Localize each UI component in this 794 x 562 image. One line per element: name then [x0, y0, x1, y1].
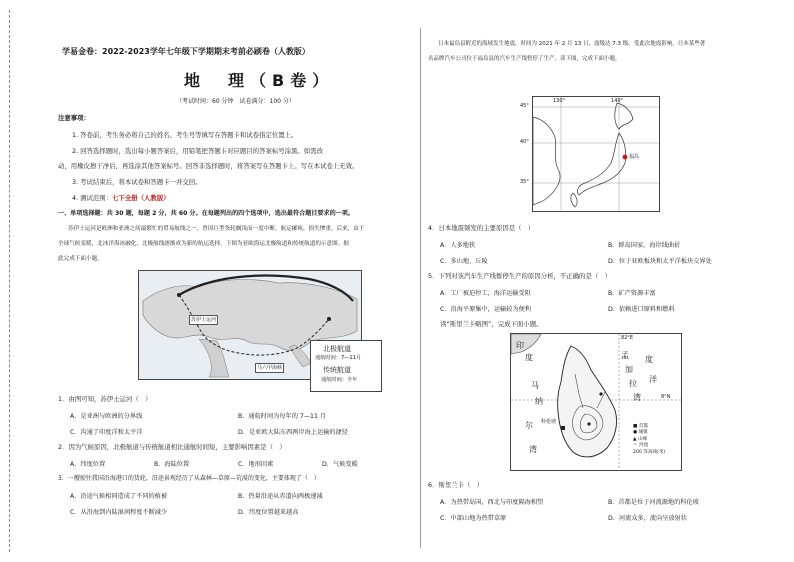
q5-option-c[interactable]: C．沿海平原集中，运输较为便利 [440, 306, 531, 313]
lat-label-40: 40° [520, 139, 529, 145]
intro-line-2: 全球气候变暖，北冰洋海冰融化，北极航线逐渐成为新的航运选择。下图为亚欧海运北极航道和传统航道的示意图。据 [58, 241, 349, 247]
sea-char-7: 拉 [629, 379, 637, 388]
sea-char-10: 纳 [535, 397, 543, 406]
sea-char-11: 尔 [525, 421, 533, 430]
q2-option-c[interactable]: C．地形因素 [238, 461, 274, 468]
legend-peak: 山峰 [638, 436, 648, 442]
legend-arctic-period: 通航时间：7—11月 [315, 355, 362, 361]
sea-char-8: 湾 [633, 393, 641, 402]
q6-stem: 6．斯里兰卡（ ） [428, 481, 484, 489]
sea-char-9: 马 [531, 381, 539, 390]
malacca-tag: 马六甲海峡 [257, 365, 283, 371]
q6-option-c[interactable]: C．中部山地为热带草原 [440, 515, 507, 522]
lon-label-140: 140° [611, 98, 624, 104]
legend-river: 河流 [639, 443, 649, 449]
subject-title: 地 理（B卷） [184, 71, 335, 90]
lat-label-8n: 8°N [661, 394, 671, 400]
route-map-legend [310, 340, 382, 392]
q2-option-a[interactable]: A．纬度位置 [70, 461, 106, 468]
q4-option-b[interactable]: B．群岛国家，海岸线曲折 [608, 242, 681, 249]
legend-capital: 首都 [638, 424, 649, 429]
intro-line-3: 此完成下面小题。 [58, 256, 103, 262]
column-divider [420, 28, 421, 548]
sea-char-2: 度 [525, 353, 533, 362]
q3-option-b[interactable]: B．热量沿途从赤道向两极递减 [238, 493, 323, 500]
japan-map [532, 96, 660, 212]
q3-stem: 3．一艘驶往我国沿海港口的货轮，沿途景观经历了从森林—草原—荒漠的变化，主要体现了（ ） [58, 475, 320, 482]
srilanka-intro: 读“斯里兰卡略图”，完成下面小题。 [440, 320, 543, 328]
sea-char-6: 加 [625, 365, 633, 374]
scope-label: 4. 测试范围： [72, 194, 113, 202]
intro-line-1: 苏伊士运河是欧洲和亚洲之间最繁忙的贸易航线之一，曾因巨型货轮搁浅而一度中断，航运瘫痪，损失惨重。后来，由于 [68, 226, 365, 232]
fukushima-label: 福岛 [629, 154, 640, 160]
sea-char-1: 印 [516, 341, 524, 350]
q6-option-b[interactable]: B．首都是位于河流源地的科伦坡 [608, 499, 699, 506]
sea-char-5: 孟 [621, 351, 629, 360]
legend-contour-value: 200 [633, 449, 642, 455]
q5-option-b[interactable]: B．矿产资源丰富 [608, 290, 656, 297]
sea-char-3: 度 [645, 355, 653, 364]
legend-arctic: 北极航道 [323, 345, 351, 353]
notes-heading: 注意事项： [58, 114, 90, 122]
note-1: 1. 答卷前，考生务必将自己的姓名、考生号等填写在答题卡和试卷指定位置上。 [72, 131, 298, 139]
q4-stem: 4．日本地震频发的主要原因是（ ） [428, 224, 535, 232]
sea-char-12: 湾 [529, 445, 537, 454]
q1-option-d[interactable]: D．是亚欧大陆东西两岸海上运输的捷径 [238, 429, 348, 436]
exam-info: （考试时间：60 分钟 试卷满分：100 分） [176, 98, 295, 105]
q3-option-a[interactable]: A．沿途气候相同造成了不同的植被 [70, 493, 168, 500]
q4-option-a[interactable]: A．人多地狭 [440, 242, 476, 249]
note-2-cont: 动，用橡皮擦干净后，再选涂其他答案标号。回答非选择题时，将答案写在答题卡上。写在本试卷上无效。 [58, 162, 359, 170]
note-2: 2. 回答选择题时，选出每小题答案后，用铅笔把答题卡对应题目的答案标号涂黑。如需改 [72, 147, 323, 155]
note-3: 3. 考试结束后，将本试卷和答题卡一并交回。 [72, 178, 202, 186]
japan-intro-2: 名品牌汽车公司位于福岛县的汽车生产线暂停了生产。读下图，完成下面小题。 [428, 56, 621, 62]
legend-traditional: 传统航道 [323, 366, 351, 374]
lon-label-82e: 82°E [621, 335, 634, 341]
q1-option-b[interactable]: B．通航时间为每年的 7—11 月 [238, 413, 327, 420]
legend-contour: 等高线(米) [643, 449, 666, 455]
q4-option-d[interactable]: D．位于亚欧板块和太平洋板块交界处 [608, 258, 712, 265]
q1-option-c[interactable]: C．沟通了印度洋和太平洋 [70, 429, 143, 436]
q2-option-d[interactable]: D．气候变暖 [322, 461, 358, 468]
colombo-label: 科伦坡 [541, 419, 557, 425]
sea-char-4: 洋 [649, 375, 657, 384]
srilanka-map [510, 333, 682, 471]
lat-label-45: 45° [520, 103, 529, 109]
q6-option-a[interactable]: A．为热带岛国，西北与印度隔海相望 [440, 499, 544, 506]
q5-option-d[interactable]: D．依赖进口原料和燃料 [608, 306, 675, 313]
q3-option-c[interactable]: C．从沿海到内陆湿润程度不断减少 [70, 509, 168, 516]
q3-option-d[interactable]: D．纬度位置越来越高 [238, 509, 299, 516]
q1-stem: 1．由图可知，苏伊士运河（ ） [58, 395, 152, 403]
q5-option-a[interactable]: A．工厂被迫停工，海洋运输受阻 [440, 290, 531, 297]
q2-option-b[interactable]: B．海陆位置 [154, 461, 190, 468]
q1-option-a[interactable]: A．是亚洲与欧洲的分界线 [70, 413, 143, 420]
legend-town: 城镇 [638, 430, 648, 436]
binding-margin [0, 0, 14, 562]
japan-map-graphic [533, 97, 659, 211]
suez-tag: 苏伊士运河 [191, 317, 217, 323]
q6-option-d[interactable]: D．河流众多，流向呈放射状 [608, 515, 688, 522]
scope-value: 七下全册（人教版） [112, 194, 170, 202]
q5-stem: 5．下列对该汽车生产线暂停生产的原因分析，不正确的是（ ） [428, 272, 612, 280]
japan-intro-1: 日本福岛县附近的海域发生地震，时间为 2021 年 2 月 13 日，震级达 7.3 级。受此次地震影响，日本某些著 [438, 41, 706, 47]
q2-stem: 2．因为气候原因，北极航道与传统航道相比通航时间短，主要影响因素是（ ） [58, 443, 286, 451]
lat-label-35: 35° [520, 179, 529, 185]
section1-heading: 一、单项选择题：共 30 题，每题 2 分，共 60 分。在每题列出的四个选项中，选出最符合题目要求的一项。 [58, 210, 354, 217]
lon-label-130: 130° [553, 98, 566, 104]
srilanka-legend: ■ 首都 ● 城镇 ▲ 山峰 ～ 河流 200 等高线(米) [633, 424, 666, 455]
q4-option-c[interactable]: C．多山地、丘陵 [440, 258, 488, 265]
exam-title: 学易金卷：2022-2023学年七年级下学期期末考前必刷卷（人教版） [62, 47, 310, 56]
legend-traditional-period: 通航时间：全年 [321, 377, 358, 383]
